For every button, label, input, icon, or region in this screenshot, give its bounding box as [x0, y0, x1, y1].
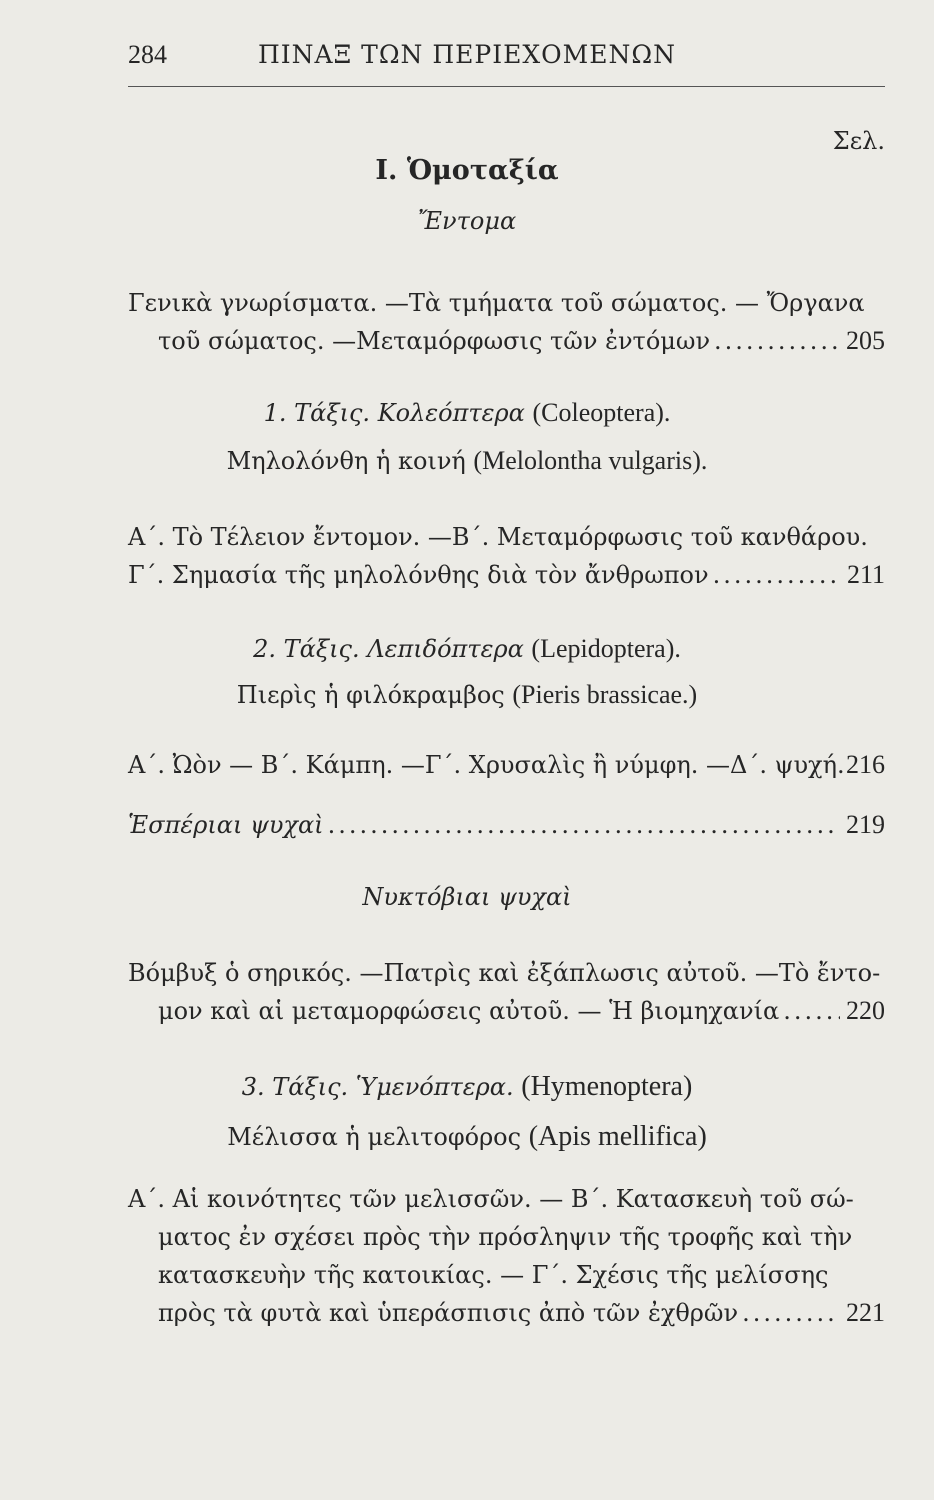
page-column-label: Σελ. — [832, 127, 885, 155]
order3-line1: Α΄. Αἱ κοινότητες τῶν μελισσῶν. — Β΄. Κατασκευὴ τοῦ σώ- — [128, 1185, 854, 1213]
order2-species: Πιερὶς ἡ φιλόκραμβος (Pieris brassicae.) — [236, 680, 698, 709]
running-title: ΠΙΝΑΞ ΤΩΝ ΠΕΡΙΕΧΟΜΕΝΩΝ — [258, 40, 676, 69]
dot-leader — [714, 326, 840, 356]
order1-species: Μηλολόνθη ἡ κοινή (Melolontha vulgaris). — [226, 446, 708, 475]
dot-leader — [742, 1298, 840, 1328]
night-moths-heading: Νυκτόβιαι ψυχαὶ — [362, 883, 572, 911]
page-ref: 221 — [846, 1298, 885, 1327]
dot-leader — [328, 810, 840, 840]
section-title: Ὁμοταξία — [406, 155, 559, 186]
page-number: 284 — [128, 40, 167, 69]
hesperiae-entry: Ἑσπέριαι ψυχαὶ ..... 219 — [128, 810, 885, 840]
general-entry-line1: Γενικὰ γνωρίσματα. —Τὰ τμήματα τοῦ σώματος. — Ὄργανα — [128, 289, 865, 317]
page-ref: 219 — [846, 810, 885, 839]
order3-species: Μέλισσα ἡ μελιτοφόρος (Apis mellifica) — [227, 1121, 707, 1152]
section-subtitle: Ἔντομα — [417, 207, 517, 235]
order1-heading: 1. Τάξις. Κολεόπτερα (Coleoptera). — [263, 398, 671, 427]
silkworm-line1: Βόμβυξ ὁ σηρικός. —Πατρὶς καὶ ἐξάπλωσις αὐτοῦ. —Τὸ ἔντο- — [128, 959, 881, 987]
general-entry-line2: τοῦ σώματος. —Μεταμόρφωσις τῶν ἐντόμων ..... 205 — [158, 326, 885, 356]
page-ref: 205 — [846, 326, 885, 355]
page-ref: 220 — [846, 996, 885, 1025]
order3-line2: ματος ἐν σχέσει πρὸς τὴν πρόσληψιν τῆς τροφῆς καὶ τὴν — [158, 1223, 853, 1251]
order3-line3: κατασκευὴν τῆς κατοικίας. — Γ΄. Σχέσις τῆς μελίσσης — [158, 1261, 829, 1289]
order1-line1: Α΄. Τὸ Τέλειον ἔντομον. —Β΄. Μεταμόρφωσις τοῦ κανθάρου. — [128, 523, 868, 551]
section-number: I. — [375, 155, 398, 186]
header-rule — [128, 86, 885, 87]
order3-line4: πρὸς τὰ φυτὰ καὶ ὑπεράσπισις ἀπὸ τῶν ἐχθρῶν ..... 221 — [158, 1298, 885, 1328]
page-ref: 211 — [846, 560, 885, 589]
dot-leader — [713, 560, 841, 590]
order2-heading: 2. Τάξις. Λεπιδόπτερα (Lepidoptera). — [253, 634, 681, 663]
page-ref: 216 — [846, 750, 885, 779]
order1-line2: Γ΄. Σημασία τῆς μηλολόνθης διὰ τὸν ἄνθρωπον ..... 211 — [128, 560, 885, 590]
section-heading — [0, 156, 934, 186]
silkworm-line2: μον καὶ αἱ μεταμορφώσεις αὐτοῦ. — Ἡ βιομηχανία ..... 220 — [158, 996, 885, 1026]
order2-line1: Α΄. Ὠὸν — Β΄. Κάμπη. —Γ΄. Χρυσαλὶς ἢ νύμφη. —Δ΄. ψυχή. — [128, 751, 845, 779]
order3-heading: 3. Τάξις. Ὑμενόπτερα. (Hymenoptera) — [241, 1071, 693, 1102]
dot-leader — [783, 996, 840, 1026]
